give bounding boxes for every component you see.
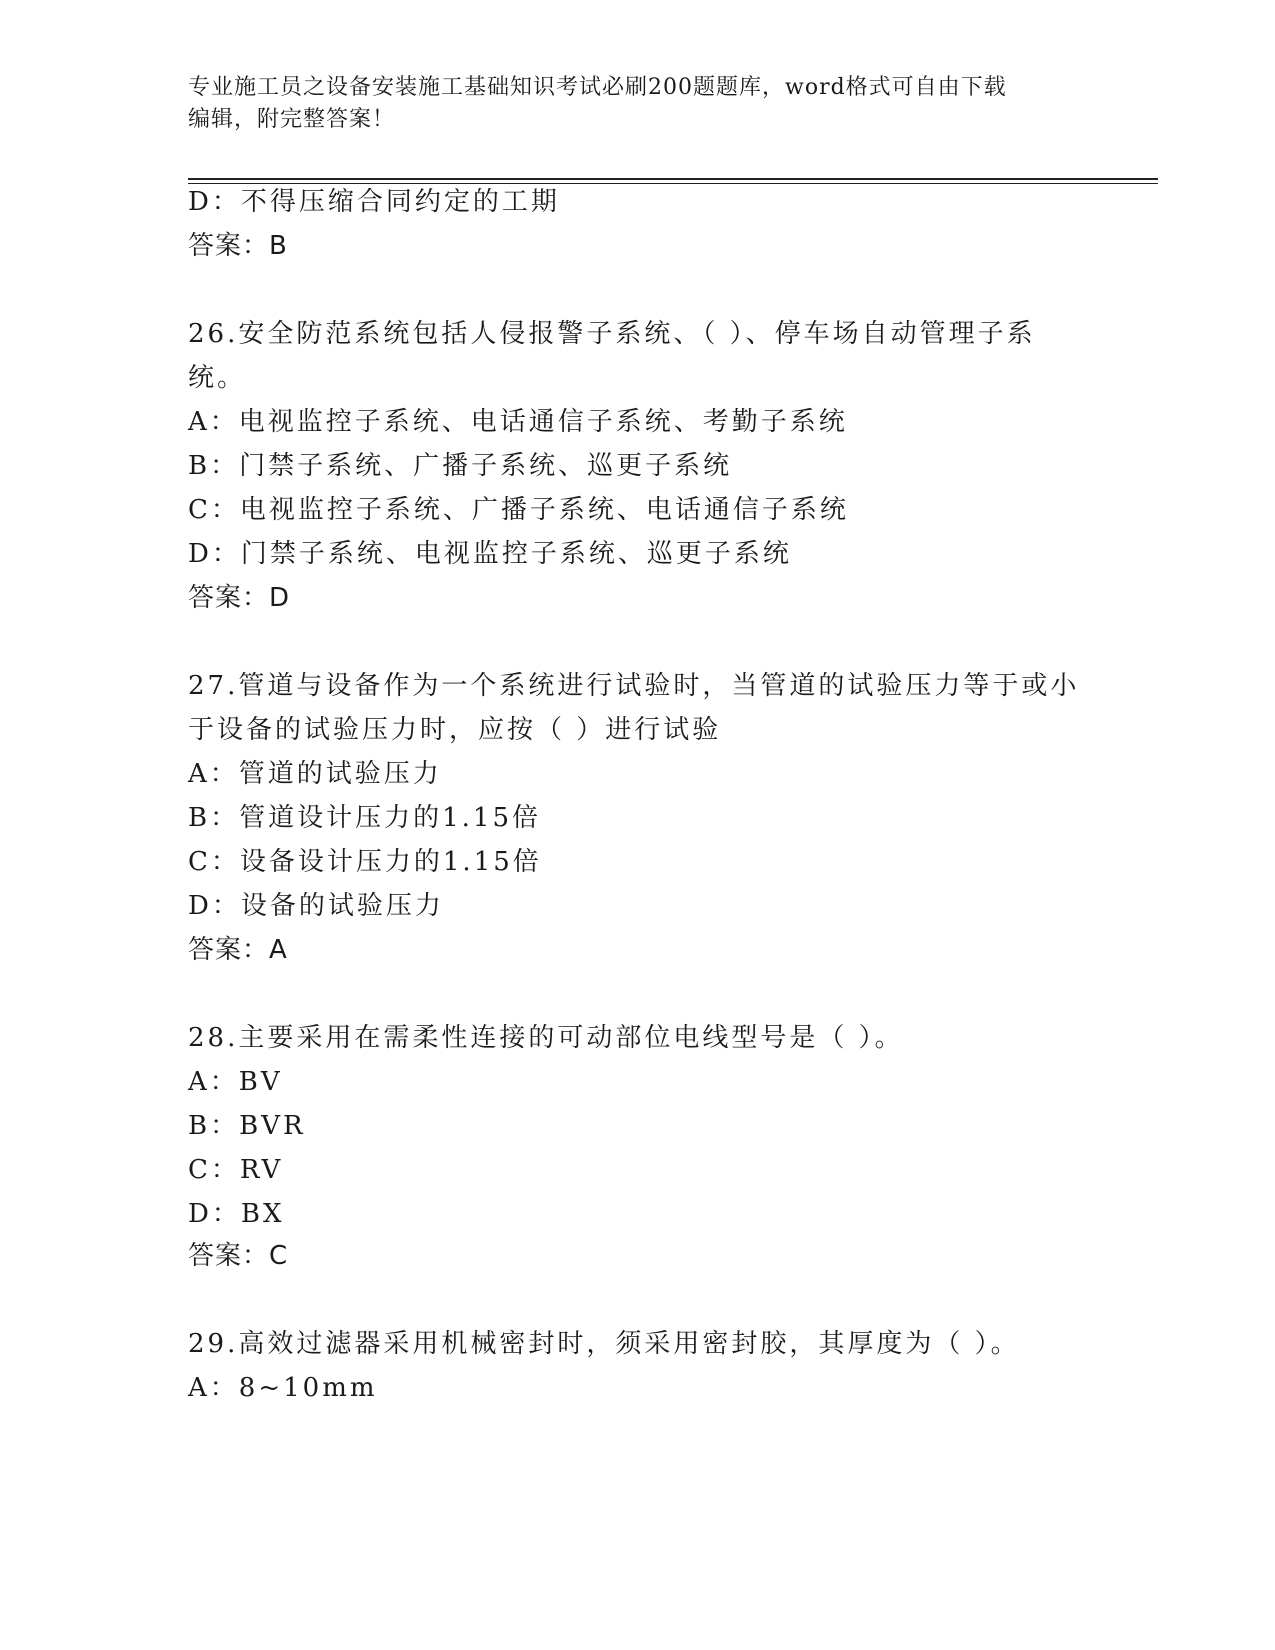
q26-option-c: C：电视监控子系统、广播子系统、电话通信子系统: [188, 495, 849, 525]
q26-answer: 答案：D: [188, 583, 291, 613]
q28-answer: 答案：C: [188, 1241, 289, 1271]
q26-stem-line-1: 26.安全防范系统包括人侵报警子系统、（ ）、停车场自动管理子系: [188, 319, 1036, 349]
q27-answer: 答案：A: [188, 935, 288, 965]
q26-option-a: A：电视监控子系统、电话通信子系统、考勤子系统: [188, 407, 848, 437]
q28-option-b: B：BVR: [188, 1111, 306, 1141]
q25-answer: 答案：B: [188, 231, 288, 261]
header-title-line-2: 编辑，附完整答案！: [188, 107, 396, 132]
document-header: [188, 72, 1088, 136]
q27-option-d: D：设备的试验压力: [188, 891, 444, 921]
q27-option-b: B：管道设计压力的1.15倍: [188, 803, 541, 833]
q29-stem: 29.高效过滤器采用机械密封时，须采用密封胶，其厚度为（ ）。: [188, 1329, 1020, 1359]
q29-option-a: A：8~10mm: [188, 1373, 378, 1403]
q26-option-d: D：门禁子系统、电视监控子系统、巡更子系统: [188, 539, 792, 569]
q26-option-b: B：门禁子系统、广播子系统、巡更子系统: [188, 451, 733, 481]
q28-option-c: C：RV: [188, 1155, 284, 1185]
q26-stem-line-2: 统。: [188, 363, 247, 393]
q28-stem: 28.主要采用在需柔性连接的可动部位电线型号是（ ）。: [188, 1023, 904, 1053]
header-divider-thin: [188, 183, 1158, 184]
header-title-line-1: 专业施工员之设备安装施工基础知识考试必刷200题题库，word格式可自由下载: [188, 75, 1007, 100]
header-divider-thick: [188, 178, 1158, 180]
q27-option-a: A：管道的试验压力: [188, 759, 442, 789]
q28-option-a: A：BV: [188, 1067, 283, 1097]
q28-option-d: D：BX: [188, 1199, 285, 1229]
q25-option-d: D：不得压缩合同约定的工期: [188, 187, 560, 217]
q27-option-c: C：设备设计压力的1.15倍: [188, 847, 542, 877]
q27-stem-line-1: 27.管道与设备作为一个系统进行试验时，当管道的试验压力等于或小: [188, 671, 1080, 701]
q27-stem-line-2: 于设备的试验压力时，应按（ ）进行试验: [188, 715, 722, 745]
